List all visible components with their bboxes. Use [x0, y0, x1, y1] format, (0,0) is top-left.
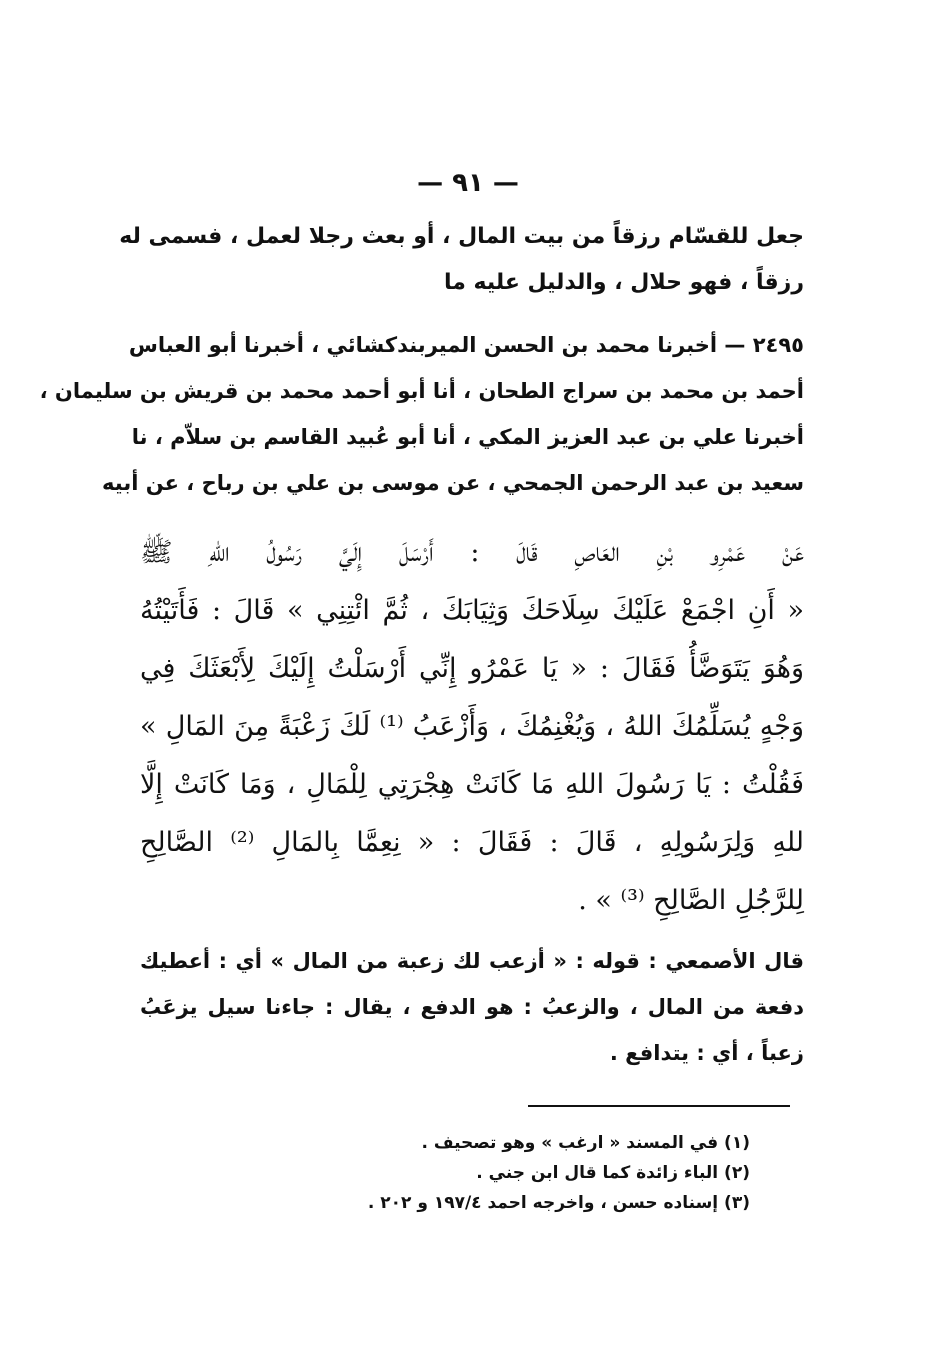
text-line: أحمد بن محمد بن سراج الطحان ، أنا أبو أحمد محمد بن قريش بن سليمان ،: [39, 379, 804, 403]
text-line: وَهُوَ يَتَوَضَّأُ فَقَالَ : « يَا عَمْرُو إِنِّي أَرْسَلْتُ إِلَيْكَ لِأَبْعَثَكَ فِي: [140, 653, 804, 684]
footnotes: [300, 1128, 750, 1218]
text-line: دفعة من المال ، والزعبُ : هو الدفع ، يقال : جاءنا سيل يزعَبُ: [140, 995, 804, 1019]
text-line: وَجْهٍ يُسَلِّمُكَ اللهُ ، وَيُغْنِمُكَ ، وَأَزْعَبُ ⁽¹⁾ لَكَ زَعْبَةً مِنَ المَالِ »: [140, 711, 805, 742]
footnote: (٢) الباء زائدة كما قال ابن جني .: [476, 1163, 750, 1183]
intro-paragraph: [119, 214, 804, 306]
text-line: قال الأصمعي : قوله : « أزعب لك زعبة من المال » أي : أعطيك: [140, 949, 804, 973]
commentary-paragraph: [140, 938, 804, 1076]
text-line: عَنْ عَمْرِو بْنِ العَاصِ قَالَ : أَرْسَلَ إِلَيَّ رَسُولُ اللهِ ﷺ: [140, 537, 804, 568]
text-line: رزقاً ، فهو حلال ، والدليل عليه ما: [444, 270, 804, 295]
hadith-text: [140, 524, 804, 930]
text-line: فَقُلْتُ : يَا رَسُولَ اللهِ مَا كَانَتْ هِجْرَتِي لِلْمَالِ ، وَمَا كَانَتْ إِلَّا: [140, 769, 804, 800]
footnote: (١) في المسند « ارغب » وهو تصحيف .: [421, 1133, 750, 1153]
text-line: لِلرَّجُلِ الصَّالِحِ ⁽³⁾ » .: [578, 885, 804, 916]
footnote: (٣) إسناده حسن ، واخرجه احمد ١٩٧/٤ و ٢٠٢ .: [367, 1193, 750, 1213]
text-line: سعيد بن عبد الرحمن الجمحي ، عن موسى بن علي بن رباح ، عن أبيه: [102, 471, 804, 495]
isnad-paragraph: [39, 322, 804, 506]
footnote-divider: [528, 1105, 790, 1107]
text-line: زعباً ، أي : يتدافع .: [609, 1041, 804, 1065]
text-line: أخبرنا علي بن عبد العزيز المكي ، أنا أبو عُبيد القاسم بن سلاّم ، نا: [131, 425, 804, 449]
text-line: للهِ وَلِرَسُولِهِ ، قَالَ : فَقَالَ : « نِعِمَّا بِالمَالِ ⁽²⁾ الصَّالِحِ: [140, 827, 804, 858]
text-line: جعل للقسّام رزقاً من بيت المال ، أو بعث رجلا لعمل ، فسمى له: [119, 224, 804, 249]
page-number: — ٩١ —: [417, 168, 519, 198]
text-line: « أَنِ اجْمَعْ عَلَيْكَ سِلَاحَكَ وَثِيَابَكَ ، ثُمَّ ائْتِنِي » قَالَ : فَأَتَيْتُهُ: [140, 595, 804, 626]
text-line: ٢٤٩٥ — أخبرنا محمد بن الحسن الميربندكشائي ، أخبرنا أبو العباس: [128, 333, 804, 357]
